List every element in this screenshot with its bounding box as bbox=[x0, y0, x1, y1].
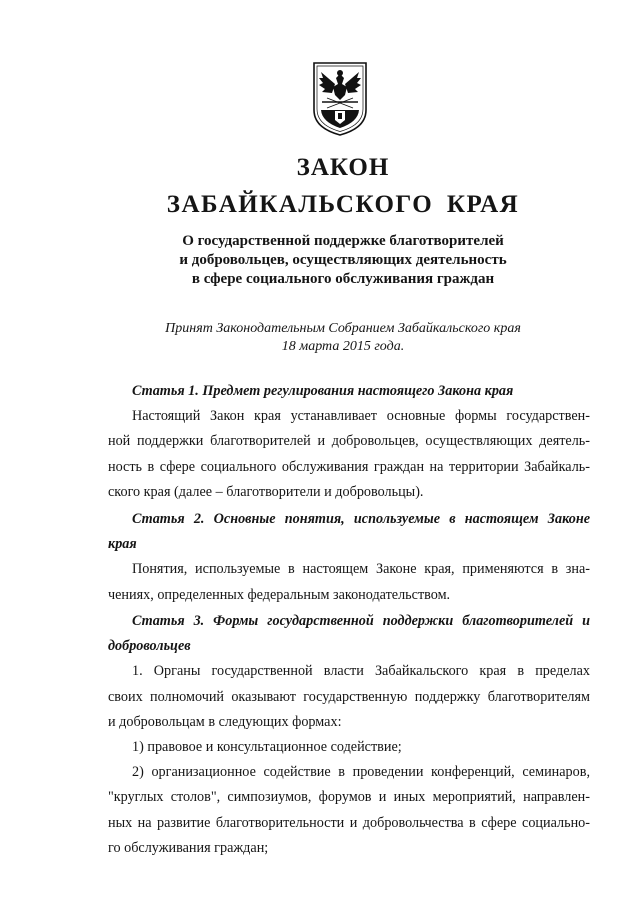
article-2-heading-cont: края bbox=[108, 536, 137, 553]
list-item-line: 2) организационное содействие в проведении конференций, семинаров, bbox=[132, 764, 590, 781]
subtitle-line: в сфере социального обслуживания граждан bbox=[191, 271, 495, 287]
paragraph-line: Настоящий Закон края устанавливает основные формы государствен- bbox=[132, 408, 590, 425]
article-1 bbox=[108, 379, 590, 505]
document-title-line-2: ЗАБАЙКАЛЬСКОГО КРАЯ bbox=[166, 191, 520, 218]
paragraph-line: и добровольцам в следующих формах: bbox=[108, 713, 342, 730]
paragraph-line: ность в сфере социального обслуживания граждан на территории Забайкаль- bbox=[108, 458, 590, 475]
document-title-line-1: ЗАКОН bbox=[296, 154, 390, 181]
paragraph-line: ского края (далее – благотворители и добровольцы). bbox=[108, 483, 424, 500]
coat-of-arms-emblem bbox=[313, 62, 367, 136]
list-item-line: 1) правовое и консультационное содействие; bbox=[132, 738, 402, 755]
paragraph-line: Понятия, используемые в настоящем Законе края, применяются в зна- bbox=[132, 561, 590, 578]
article-2 bbox=[108, 507, 590, 608]
paragraph-line: ной поддержки благотворителей и добровольцев, осуществляющих деятель- bbox=[108, 433, 590, 450]
article-3-heading-cont: добровольцев bbox=[108, 638, 191, 655]
adoption-line: Принят Законодательным Собранием Забайкальского края bbox=[165, 321, 521, 336]
list-item-line: "круглых столов", симпозиумов, форумов и иных мероприятий, направлен- bbox=[108, 789, 590, 806]
article-1-heading: Статья 1. Предмет регулирования настоящего Закона края bbox=[132, 383, 514, 399]
article-3 bbox=[108, 609, 590, 861]
article-3-heading: Статья 3. Формы государственной поддержки благотворителей и bbox=[132, 613, 590, 629]
list-item-line: ных на развитие благотворительности и добровольчества в сфере социально- bbox=[108, 814, 590, 831]
adoption-note bbox=[0, 320, 640, 356]
paragraph-line: чениях, определенных федеральным законодательством. bbox=[108, 586, 451, 603]
adoption-line: 18 марта 2015 года. bbox=[281, 339, 405, 354]
list-item-line: го обслуживания граждан; bbox=[108, 839, 269, 856]
subtitle-line: О государственной поддержке благотворителей bbox=[182, 233, 504, 249]
paragraph-line: своих полномочий оказывают государственную поддержку благотворителям bbox=[108, 688, 590, 705]
subtitle-line: и добровольцев, осуществляющих деятельность bbox=[179, 252, 507, 268]
document-subtitle bbox=[0, 232, 640, 289]
article-2-heading: Статья 2. Основные понятия, используемые в настоящем Законе bbox=[132, 511, 590, 527]
paragraph-line: 1. Органы государственной власти Забайкальского края в пределах bbox=[132, 663, 590, 680]
